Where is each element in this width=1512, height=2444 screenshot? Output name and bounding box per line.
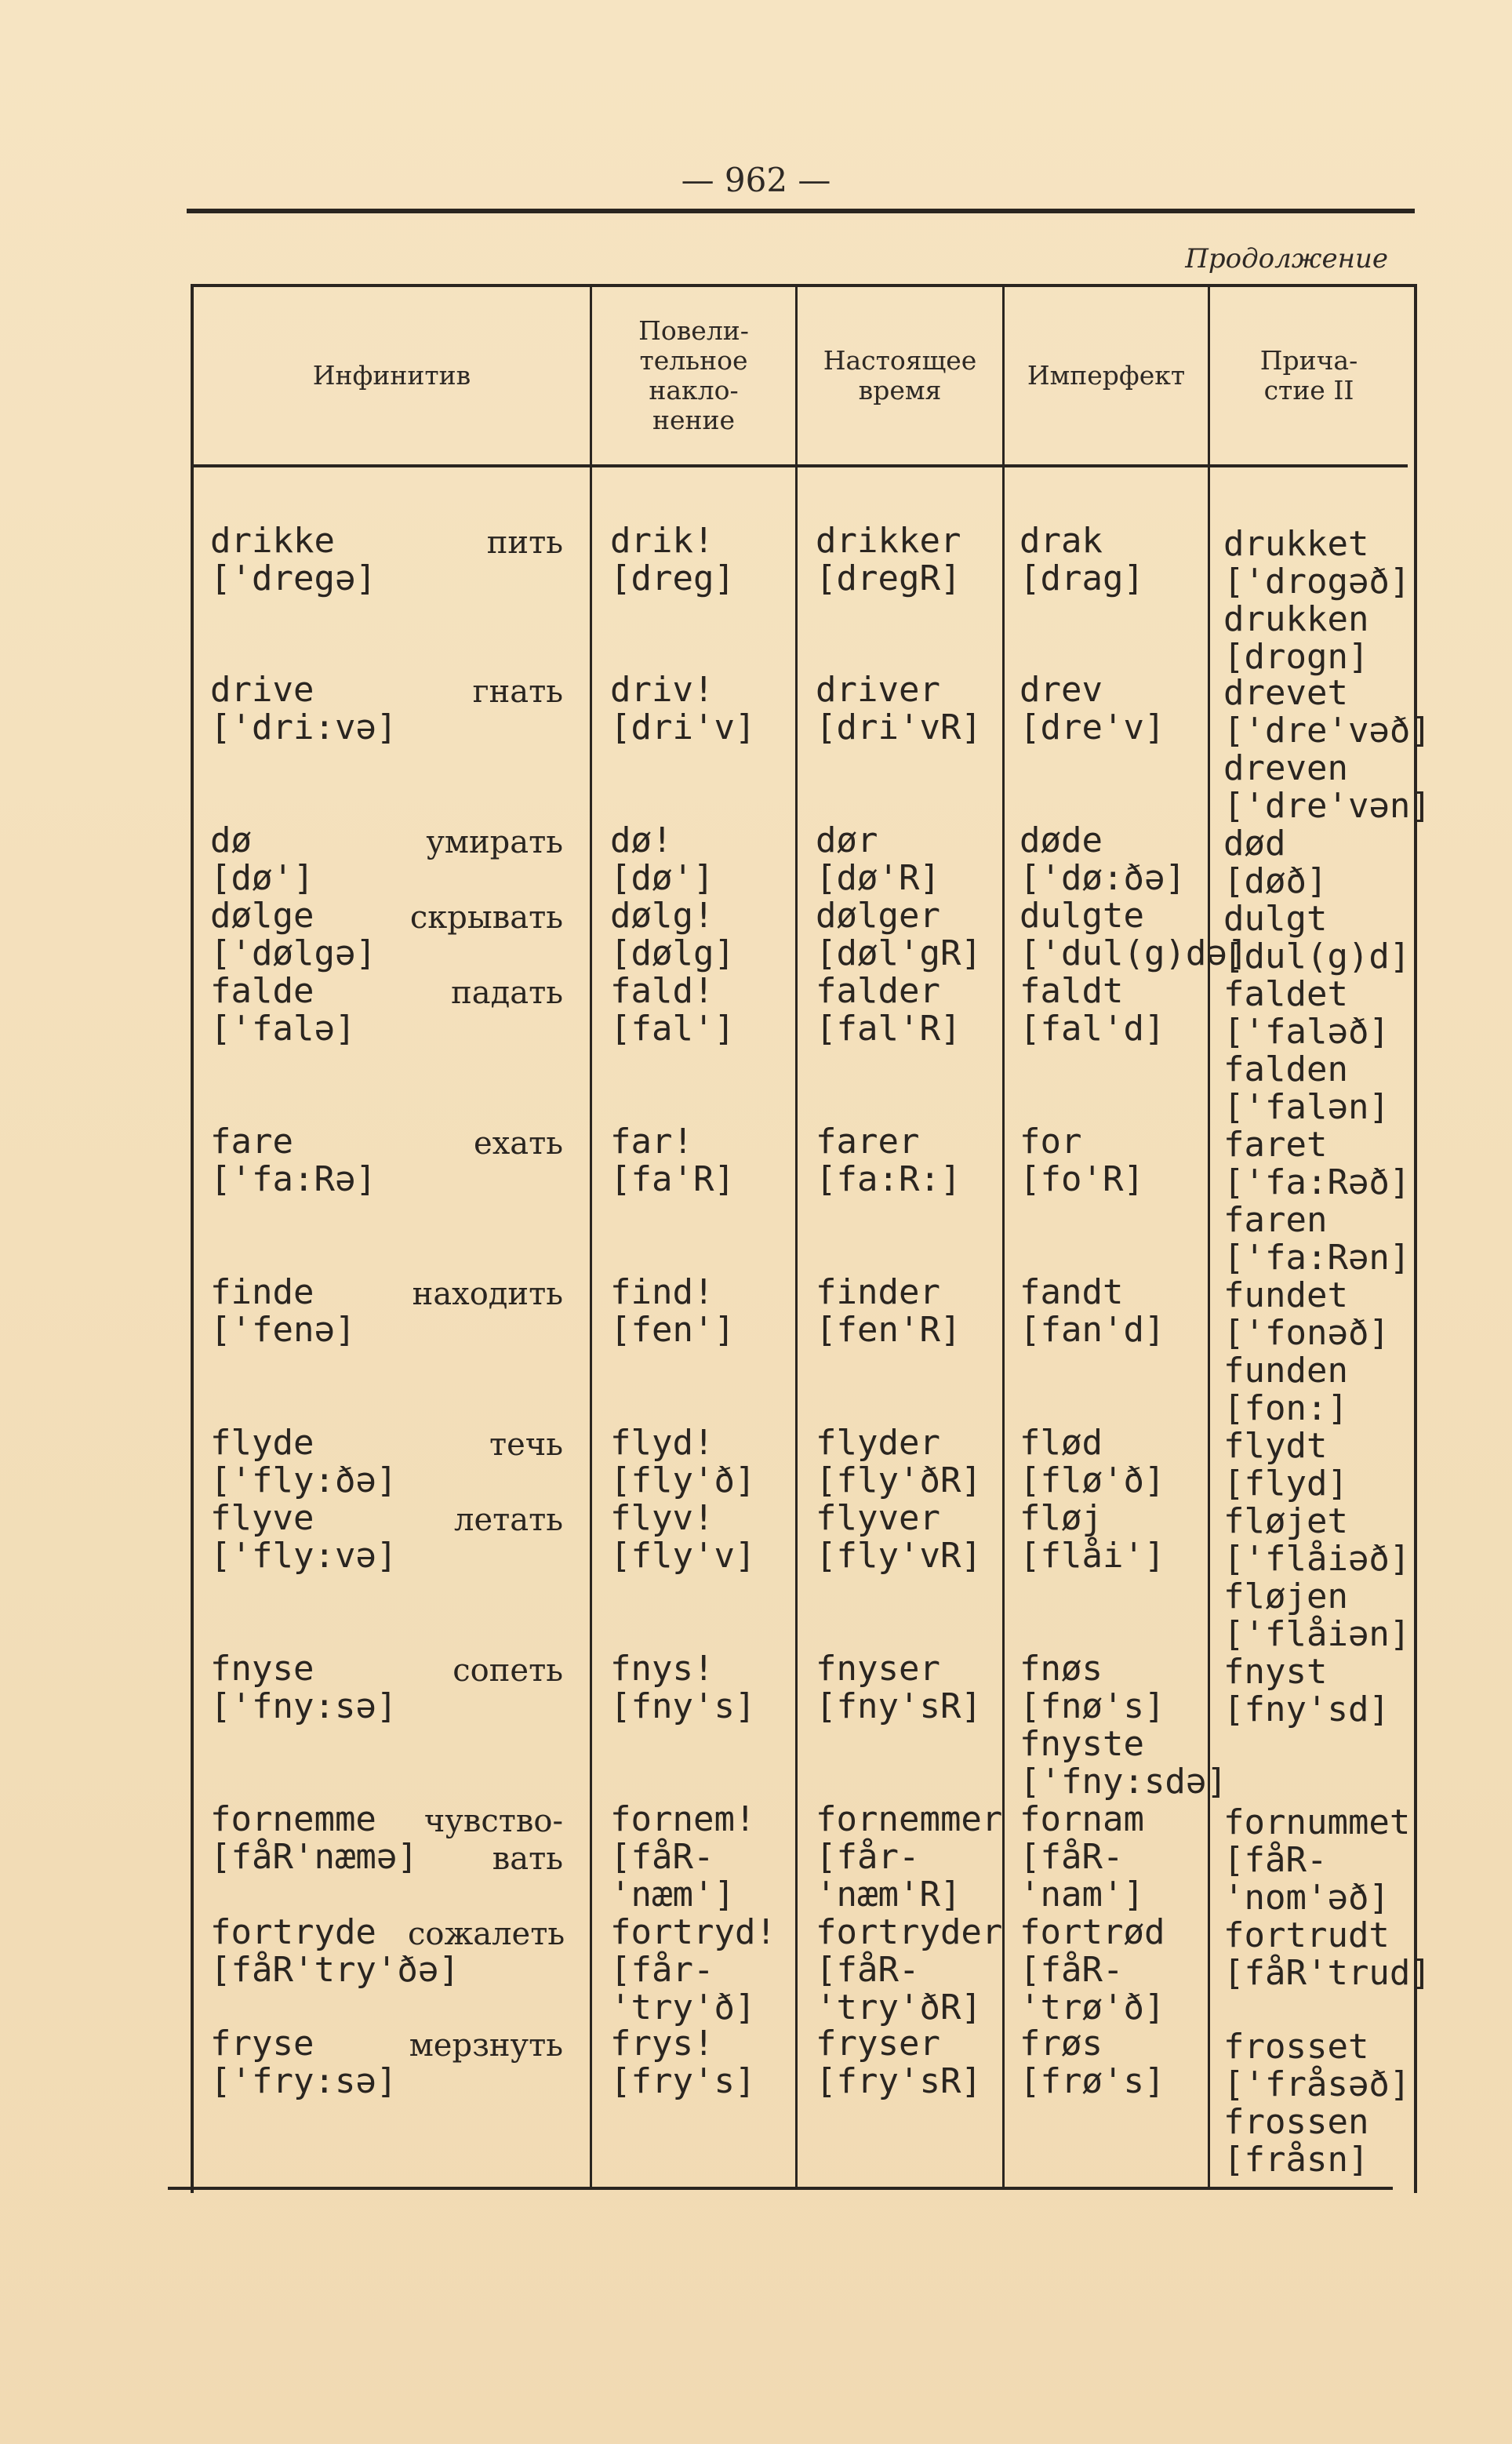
imperative-cell: driv! [dri'v] bbox=[610, 670, 756, 747]
translation-cell: течь bbox=[489, 1427, 563, 1463]
imperative-cell: fald! [fal'] bbox=[610, 971, 735, 1049]
present-cell: drikker [dregR] bbox=[816, 521, 961, 598]
translation-cell: гнать bbox=[472, 674, 563, 710]
imperfect-cell: dulgte ['dul(g)də] bbox=[1020, 896, 1248, 973]
present-cell: driver [dri'vR] bbox=[816, 670, 982, 747]
column-divider bbox=[795, 284, 798, 2187]
infinitive-cell: flyde ['fly:ðə] bbox=[210, 1423, 398, 1500]
infinitive-cell: fortryde [fåR'try'ðə] bbox=[210, 1912, 460, 1990]
translation-cell: падать bbox=[451, 975, 563, 1011]
infinitive-cell: dø [dø'] bbox=[210, 820, 314, 898]
present-cell: flyver [fly'vR] bbox=[816, 1498, 982, 1576]
imperfect-cell: fløj [flåi'] bbox=[1020, 1498, 1165, 1576]
participle-cell: frosset ['fråsəð] frossen [fråsn] bbox=[1223, 2027, 1411, 2180]
participle-cell: fløjet ['flåiəð] fløjen ['flåiən] bbox=[1223, 1501, 1411, 1654]
imperative-cell: fortryd! [får- 'try'ð] bbox=[610, 1912, 776, 2028]
imperfect-cell: døde ['dø:ðə] bbox=[1020, 820, 1186, 898]
top-rule bbox=[187, 209, 1415, 213]
translation-cell: находить bbox=[412, 1276, 563, 1312]
imperative-cell: dølg! [dølg] bbox=[610, 896, 735, 973]
present-cell: finder [fen'R] bbox=[816, 1272, 961, 1350]
present-cell: fortryder [fåR- 'try'ðR] bbox=[816, 1912, 1003, 2028]
imperative-cell: drik! [dreg] bbox=[610, 521, 735, 598]
translation-cell: сопеть bbox=[453, 1653, 563, 1689]
infinitive-cell: drikke ['dregə] bbox=[210, 521, 376, 598]
imperfect-cell: frøs [frø's] bbox=[1020, 2024, 1165, 2101]
imperfect-cell: for [fo'R] bbox=[1020, 1122, 1144, 1199]
imperfect-cell: fnøs [fnø's] fnyste ['fny:sdə] bbox=[1020, 1649, 1227, 1802]
header-imperfect: Имперфект bbox=[1027, 360, 1186, 391]
imperative-cell: fornem! [fåR- 'næm'] bbox=[610, 1799, 756, 1915]
imperative-cell: flyd! [fly'ð] bbox=[610, 1423, 756, 1500]
translation-cell: умирать bbox=[426, 824, 563, 860]
translation-cell: сожалеть bbox=[408, 1916, 565, 1952]
infinitive-cell: falde ['falə] bbox=[210, 971, 356, 1049]
imperative-cell: find! [fen'] bbox=[610, 1272, 735, 1350]
infinitive-cell: dølge ['dølgə] bbox=[210, 896, 376, 973]
imperative-cell: fnys! [fny's] bbox=[610, 1649, 756, 1726]
translation-cell: пить bbox=[486, 525, 563, 561]
infinitive-cell: fornemme [fåR'næmə] bbox=[210, 1799, 418, 1877]
translation-cell: ехать bbox=[474, 1126, 563, 1162]
participle-cell: fornummet [fåR- 'nom'əð] bbox=[1223, 1802, 1411, 1918]
imperfect-cell: fornam [fåR- 'nam'] bbox=[1020, 1799, 1144, 1915]
infinitive-cell: drive ['dri:və] bbox=[210, 670, 398, 747]
present-cell: fornemmer [får- 'næm'R] bbox=[816, 1799, 1003, 1915]
infinitive-cell: flyve ['fly:və] bbox=[210, 1498, 398, 1576]
page-number: — 962 — bbox=[681, 161, 831, 199]
participle-cell: fnyst [fny'sd] bbox=[1223, 1652, 1390, 1729]
participle-cell: flydt [flyd] bbox=[1223, 1426, 1348, 1504]
column-divider bbox=[590, 284, 592, 2187]
header-present: Настоящее время bbox=[823, 345, 977, 406]
imperfect-cell: faldt [fal'd] bbox=[1020, 971, 1165, 1049]
imperfect-cell: flød [flø'ð] bbox=[1020, 1423, 1165, 1500]
participle-cell: fundet ['fonəð] funden [fon:] bbox=[1223, 1275, 1390, 1428]
participle-cell: faldet ['faləð] falden ['falən] bbox=[1223, 974, 1390, 1127]
present-cell: fnyser [fny'sR] bbox=[816, 1649, 982, 1726]
header-rule bbox=[194, 464, 1408, 467]
imperfect-cell: drev [dre'v] bbox=[1020, 670, 1165, 747]
imperative-cell: dø! [dø'] bbox=[610, 820, 714, 898]
infinitive-cell: fare ['fa:Rə] bbox=[210, 1122, 376, 1199]
present-cell: flyder [fly'ðR] bbox=[816, 1423, 982, 1500]
bottom-rule bbox=[168, 2187, 1393, 2190]
present-cell: dølger [døl'gR] bbox=[816, 896, 982, 973]
participle-cell: dulgt [dul(g)d] bbox=[1223, 899, 1411, 977]
present-cell: falder [fal'R] bbox=[816, 971, 961, 1049]
present-cell: fryser [fry'sR] bbox=[816, 2024, 982, 2101]
imperfect-cell: fortrød [fåR- 'trø'ð] bbox=[1020, 1912, 1165, 2028]
imperative-cell: frys! [fry's] bbox=[610, 2024, 756, 2101]
header-participle: Прича- стие II bbox=[1259, 345, 1358, 406]
present-cell: dør [dø'R] bbox=[816, 820, 940, 898]
translation-cell: летать bbox=[454, 1502, 563, 1538]
header-imperative: Повели- тельное накло- нение bbox=[638, 315, 749, 435]
imperfect-cell: drak [drag] bbox=[1020, 521, 1144, 598]
infinitive-cell: fnyse ['fny:sə] bbox=[210, 1649, 398, 1726]
imperative-cell: far! [fa'R] bbox=[610, 1122, 735, 1199]
participle-cell: fortrudt [fåR'trud] bbox=[1223, 1915, 1431, 1993]
participle-cell: død [døð] bbox=[1223, 824, 1328, 901]
translation-cell: чувство- вать bbox=[423, 1803, 563, 1877]
translation-cell: скрывать bbox=[409, 900, 563, 936]
imperfect-cell: fandt [fan'd] bbox=[1020, 1272, 1165, 1350]
participle-cell: faret ['fa:Rəð] faren ['fa:Rən] bbox=[1223, 1125, 1411, 1278]
imperative-cell: flyv! [fly'v] bbox=[610, 1498, 756, 1576]
participle-cell: drukket ['drogəð] drukken [drogn] bbox=[1223, 524, 1411, 677]
header-infinitive: Инфинитив bbox=[312, 360, 471, 391]
participle-cell: drevet ['dre'vəð] dreven ['dre'vən] bbox=[1223, 673, 1431, 826]
translation-cell: мерзнуть bbox=[409, 2028, 563, 2064]
infinitive-cell: fryse ['fry:sə] bbox=[210, 2024, 398, 2101]
column-divider bbox=[1002, 284, 1005, 2187]
column-divider bbox=[1208, 284, 1210, 2187]
continuation-label: Продолжение bbox=[1185, 243, 1388, 275]
infinitive-cell: finde ['fenə] bbox=[210, 1272, 356, 1350]
present-cell: farer [fa:R:] bbox=[816, 1122, 961, 1199]
